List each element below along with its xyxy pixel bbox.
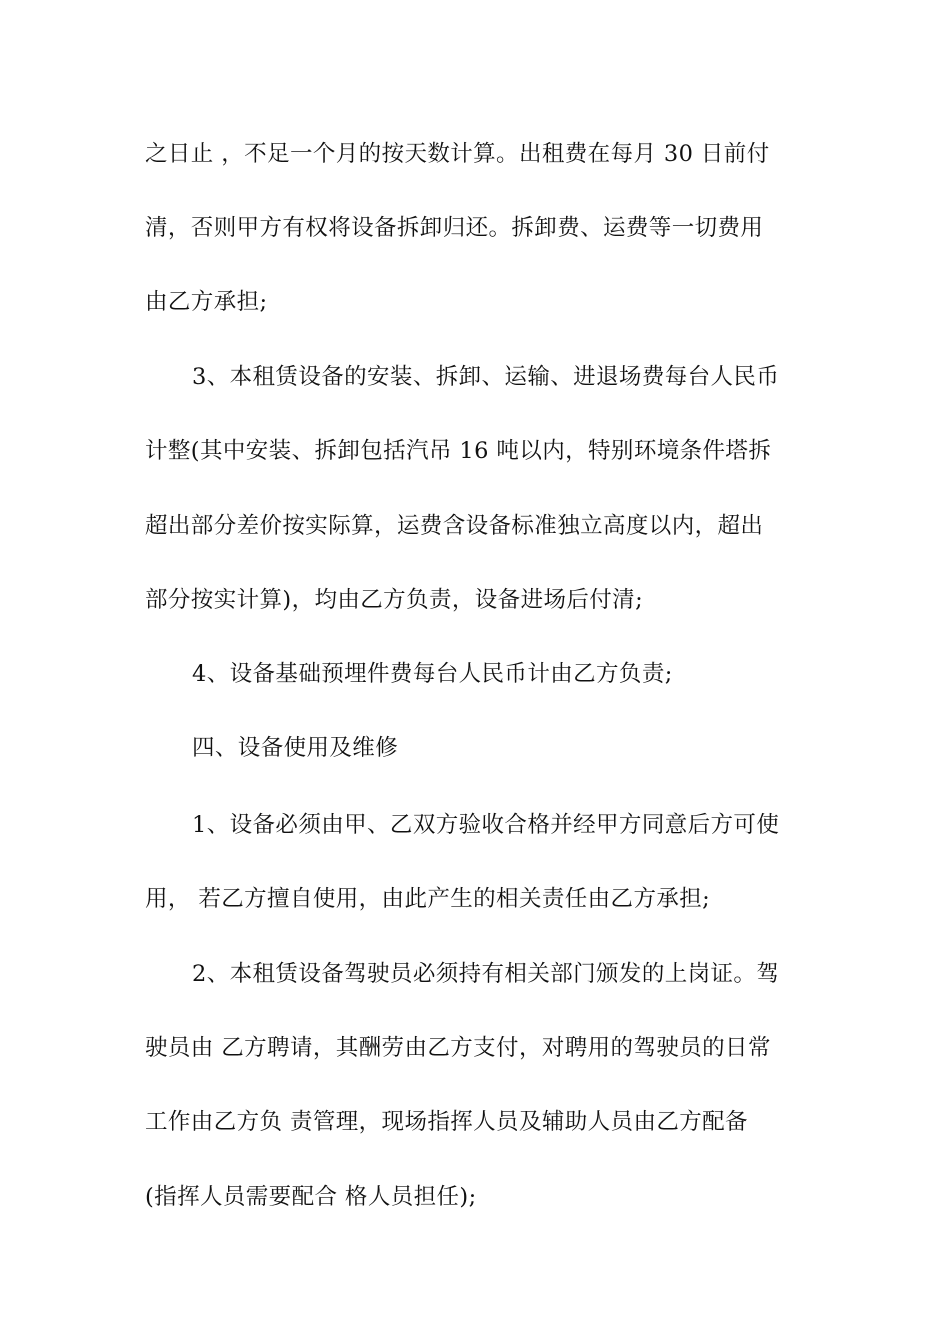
text-line: 由乙方承担; xyxy=(145,289,268,315)
text-line: (指挥人员需要配合 格人员担任); xyxy=(145,1184,477,1210)
text-line: 之日止 ，不足一个月的按天数计算。出租费在每月 30 日前付 xyxy=(145,141,770,167)
text-line: 用， 若乙方擅自使用，由此产生的相关责任由乙方承担; xyxy=(145,886,711,912)
text-line: 工作由乙方负 责管理，现场指挥人员及辅助人员由乙方配备 xyxy=(145,1109,748,1135)
section-heading: 四、设备使用及维修 xyxy=(192,735,399,761)
text-line: 部分按实计算)，均由乙方负责，设备进场后付清; xyxy=(145,587,644,613)
text-line: 驶员由 乙方聘请，其酬劳由乙方支付，对聘用的驾驶员的日常 xyxy=(145,1035,771,1061)
text-line: 计整(其中安装、拆卸包括汽吊 16 吨以内，特别环境条件塔拆 xyxy=(145,438,772,464)
text-line: 超出部分差价按实际算，运费含设备标准独立高度以内，超出 xyxy=(145,513,764,539)
text-line: 1、设备必须由甲、乙双方验收合格并经甲方同意后方可使 xyxy=(192,812,780,838)
text-line: 2、本租赁设备驾驶员必须持有相关部门颁发的上岗证。驾 xyxy=(192,961,780,987)
text-line: 4、设备基础预埋件费每台人民币计由乙方负责; xyxy=(192,661,673,687)
text-line: 3、本租赁设备的安装、拆卸、运输、进退场费每台人民币 xyxy=(192,364,780,390)
text-line: 清，否则甲方有权将设备拆卸归还。拆卸费、运费等一切费用 xyxy=(145,215,764,241)
